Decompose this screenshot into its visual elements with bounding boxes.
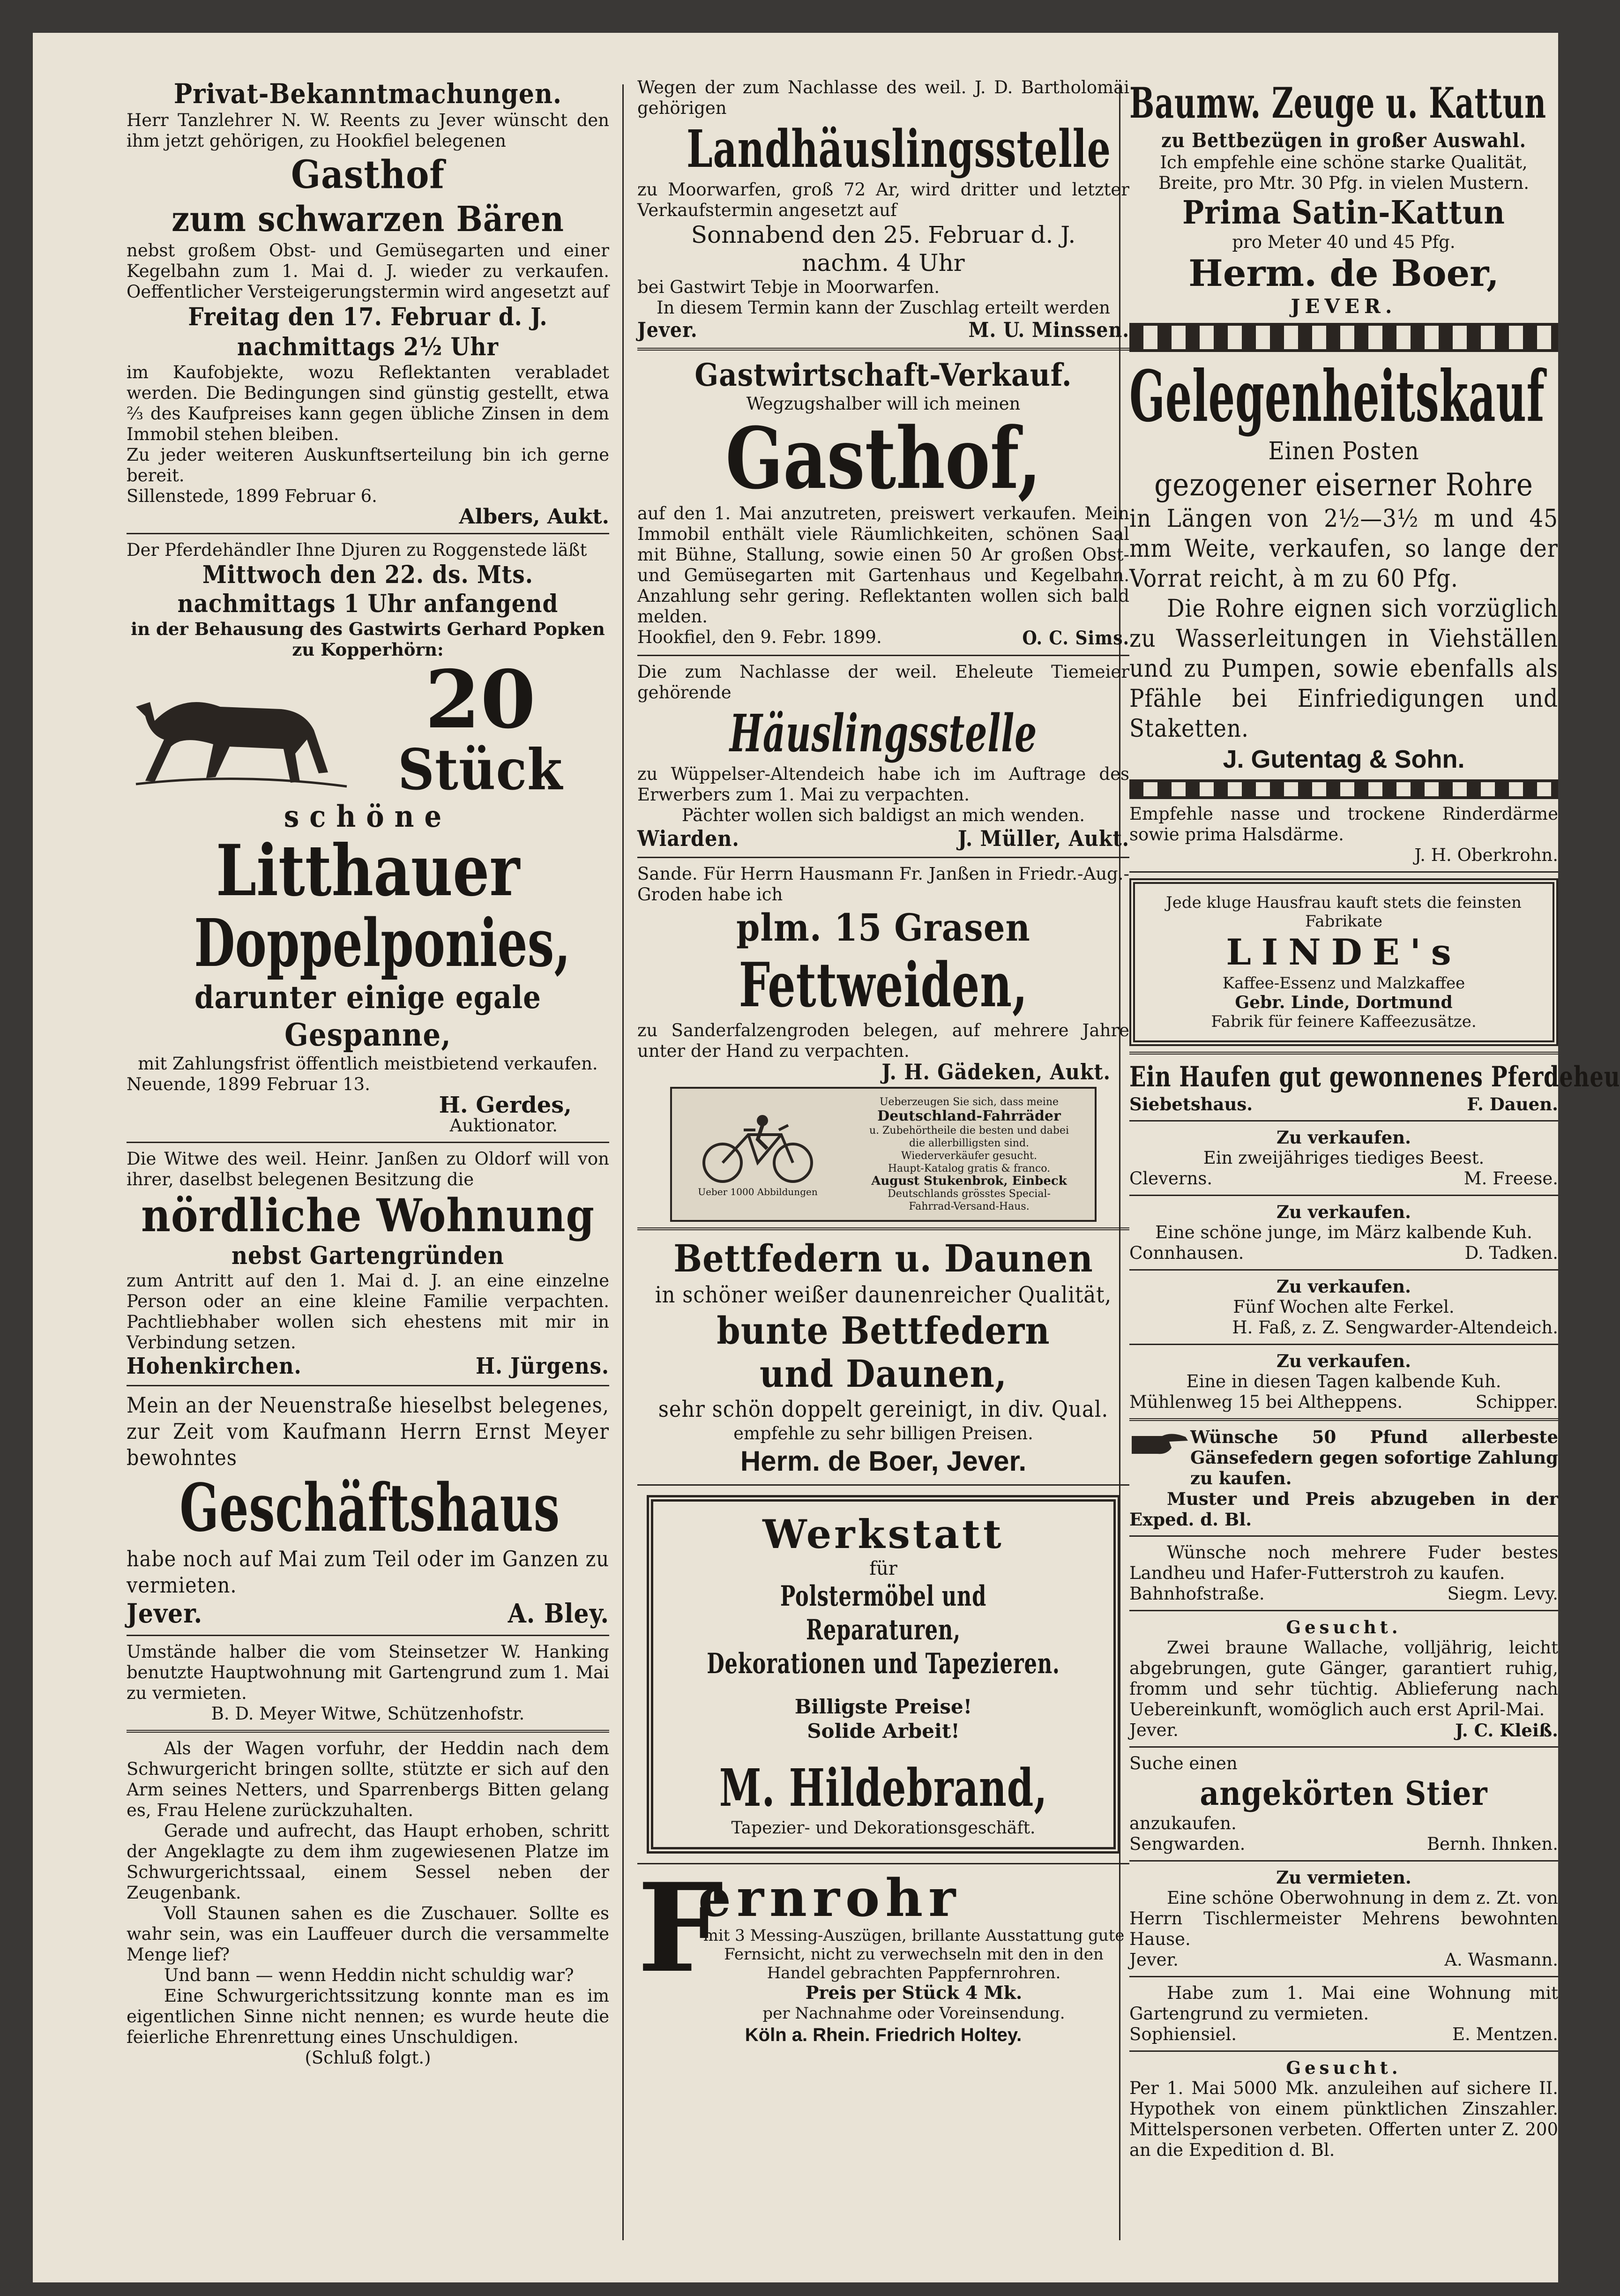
ad-gasthof-sign: Albers, Aukt. [459, 505, 609, 529]
ad-landheu-sign: Siegm. Levy. [1447, 1584, 1558, 1604]
ad-fernrohr-title: ernrohr [698, 1868, 962, 1928]
ad-ponies-intro: Der Pferdehändler Ihne Djuren zu Roggenstede läßt [127, 540, 587, 560]
ad-stier-title: angekörten Stier [1200, 1774, 1488, 1813]
divider [127, 1385, 609, 1386]
ad-gelegenheit-text: in Längen von 2½—3½ m und 45 mm Weite, verkaufen, so lange der Vorrat reicht, à m zu 60 Pfg. [1129, 505, 1558, 593]
ad-fernrohr-text: mit 3 Messing-Auszügen, brillante Ausstattung gute Fernsicht, nicht zu verwechseln mit den in den Handel gebrachten Pappfernrohren. [703, 1926, 1125, 1982]
ad-landhaus-footer [637, 318, 1129, 342]
ad-sophiensiel-footer [1129, 2024, 1558, 2045]
divider [127, 1142, 609, 1143]
ad-verkauf2-footer [1129, 1243, 1558, 1264]
ad-fahrrad-line: Ueberzeugen Sie sich, dass meine [879, 1096, 1059, 1108]
ad-daerme-sign: J. H. Oberkrohn. [1414, 845, 1558, 865]
ad-verkauf1-head: Zu verkaufen. [1276, 1127, 1411, 1148]
ad-haeusling-sign: J. Müller, Aukt. [957, 826, 1129, 851]
divider [127, 1730, 609, 1733]
story-paragraph: Als der Wagen vorfuhr, der Heddin nach dem Schwurgericht bringen sollte, stützte er sich auf den Arm seines Netters, und Sparrenbergs Bitten gelang es, Frau Helene zurückzuhalten. [127, 1738, 609, 1820]
ad-stier-sign: Bernh. Ihnken. [1426, 1834, 1558, 1854]
ad-verkauf2-sign: D. Tadken. [1464, 1243, 1558, 1263]
ad-fahrrad-left [697, 1111, 819, 1197]
ad-gaensefedern [1129, 1427, 1558, 1488]
ad-sophiensiel-place: Sophiensiel. [1129, 2024, 1237, 2044]
ad-landhaus-date: Sonnabend den 25. Februar d. J. [691, 221, 1076, 248]
ad-verkauf4-sign: Schipper. [1475, 1392, 1558, 1412]
ad-gasthof-text3: Zu jeder weiteren Auskunftserteilung bin ich gerne bereit. [127, 445, 609, 486]
ad-werkstatt-fuer: für [869, 1558, 897, 1579]
ad-ponies-stueck: Stück [398, 737, 563, 803]
ad-werkstatt-sign: M. Hildebrand, [719, 1758, 1048, 1818]
ad-fahrrad-line: August Stukenbrok, Einbeck [871, 1174, 1067, 1188]
divider [1129, 1976, 1558, 1977]
ad-ponies-date2: Neuende, 1899 Februar 13. [127, 1074, 370, 1094]
divider [1129, 1120, 1558, 1122]
ad-geschaeft-text2: habe noch auf Mai zum Teil oder im Ganzen zu vermieten. [127, 1546, 609, 1598]
ad-verkauf-heading: Gastwirtschaft-Verkauf. [694, 357, 1072, 393]
ad-kattun-text: Ich empfehle eine schöne starke Qualität, Breite, pro Mtr. 30 Pfg. in vielen Mustern. [1158, 152, 1529, 193]
ad-gaensefedern-text2: Muster und Preis abzugeben in der Exped. d. Bl. [1129, 1488, 1558, 1530]
ad-werkstatt-t4: Dekorationen und Tapezieren. [707, 1647, 1060, 1680]
ad-wallache-text: Zwei braune Wallache, volljährig, leicht abgebrungen, gute Gänger, garantiert ruhig, fromm und sehr tüchtig. Ablieferung nach Uebereinkunft, womöglich auch erst April-Mai. [1129, 1638, 1558, 1720]
newspaper-page [33, 33, 1620, 2282]
ad-bettfedern-sign: Herm. de Boer, Jever. [740, 1445, 1027, 1477]
ornament-border [1129, 779, 1558, 799]
ad-hauptwohnung-sign: B. D. Meyer Witwe, Schützenhofstr. [211, 1704, 525, 1724]
ad-landhaus-text3: In diesem Termin kann der Zuschlag erteilt werden [657, 298, 1110, 318]
ad-kattun-title: Baumw. Zeuge u. Kattun [1129, 78, 1546, 128]
ad-fernrohr-sign: Köln a. Rhein. Friedrich Holtey. [745, 2025, 1022, 2045]
ad-gasthof-subtitle: zum schwarzen Bären [172, 199, 564, 239]
ad-werkstatt-title: Werkstatt [762, 1511, 1004, 1557]
ad-fahrrad-line: Deutschlands grösstes Special-Fahrrad-Versand-Haus. [888, 1188, 1051, 1212]
ad-linde-t4: Gebr. Linde, Dortmund [1235, 993, 1453, 1012]
divider [637, 655, 1129, 656]
divider [1129, 1195, 1558, 1196]
ad-fettweiden-text: zu Sanderfalzengroden belegen, auf mehrere Jahre unter der Hand zu verpachten. [637, 1020, 1129, 1061]
ad-kattun-price: pro Meter 40 und 45 Pfg. [1232, 232, 1456, 252]
divider [637, 348, 1129, 351]
ad-verkauf2-place: Connhausen. [1129, 1243, 1244, 1263]
ad-wallache-sign: J. C. Kleiß. [1455, 1720, 1558, 1741]
ad-bettfedern-sub2: sehr schön doppelt gereinigt, in div. Qual. [658, 1396, 1109, 1422]
ad-geschaeft-footer [127, 1598, 609, 1629]
divider [1129, 1269, 1558, 1271]
ad-bettfedern-title: Bettfedern u. Daunen [673, 1236, 1093, 1280]
ad-ponies-date: Mittwoch den 22. ds. Mts. [202, 561, 534, 589]
horse-illustration [127, 665, 351, 796]
ad-geschaeft-place: Jever. [127, 1598, 203, 1629]
column-left [127, 77, 609, 2068]
ad-fettweiden-sign: J. H. Gädeken, Aukt. [881, 1059, 1111, 1084]
ad-ponies-title2: Doppelponies, [194, 905, 571, 982]
ad-heu-title: Ein Haufen gut gewonnenes Pferdeheu [1129, 1061, 1620, 1093]
ornament-border [1129, 323, 1558, 352]
section-heading: Privat-Bekanntmachungen. [173, 78, 562, 110]
ad-gasthof-intro: Herr Tanzlehrer N. W. Reents zu Jever wünscht den ihm jetzt gehörigen, zu Hookfiel belegenen [127, 110, 609, 151]
ad-ponies-schoene: schöne [284, 799, 452, 834]
story-paragraph: Eine Schwurgerichtssitzung konnte man es im eigentlichen Sinne nicht nennen; es wurde heute die feierliche Ehrenrettung eines Unschuldigen. [127, 1986, 609, 2047]
ad-linde [1129, 878, 1558, 1046]
ad-haeusling-title: Häuslingsstelle [729, 703, 1038, 763]
ad-verkauf-intro: Wegzugshalber will ich meinen [746, 394, 1021, 414]
ad-haeusling-text2: Pächter wollen sich baldigst an mich wenden. [681, 805, 1085, 825]
divider [1129, 2050, 1558, 2052]
ad-geschaeft-text: Mein an der Neuenstraße hieselbst belegenes, zur Zeit vom Kaufmann Herrn Ernst Meyer bewohntes [127, 1392, 609, 1470]
ad-sophiensiel-text: Habe zum 1. Mai eine Wohnung mit Gartengrund zu vermieten. [1129, 1983, 1558, 2024]
ad-verkauf1-place: Cleverns. [1129, 1168, 1213, 1189]
ad-fahrrad-line: Deutschland-Fahrräder [877, 1108, 1061, 1124]
ad-verkauf1-text: Ein zweijähriges tiediges Beest. [1203, 1148, 1485, 1168]
ad-verkauf1-sign: M. Freese. [1463, 1168, 1558, 1189]
divider [1129, 1860, 1558, 1862]
ad-verkauf4-head: Zu verkaufen. [1276, 1351, 1411, 1371]
ad-kattun-sign2: JEVER. [1291, 295, 1397, 318]
ad-hauptwohnung-text: Umstände halber die vom Steinsetzer W. Hanking benutzte Hauptwohnung mit Gartengrund zum 1. Mai zu vermieten. [127, 1642, 609, 1703]
divider [1129, 1610, 1558, 1611]
ad-vermieten-sign: A. Wasmann. [1444, 1950, 1558, 1970]
ad-fernrohr-body [698, 1870, 1129, 2024]
ad-verkauf1-footer [1129, 1168, 1558, 1189]
ad-verkauf3-head: Zu verkaufen. [1276, 1276, 1411, 1297]
ad-fahrrad-line: Haupt-Katalog gratis & franco. [888, 1163, 1051, 1174]
ad-hypothek-head: Gesucht. [1286, 2057, 1402, 2078]
ad-gasthof-date: Freitag den 17. Februar d. J. [188, 303, 548, 331]
ad-landhaus-title: Landhäuslingsstelle [687, 119, 1111, 179]
story-paragraph: Gerade und aufrecht, das Haupt erhoben, schritt der Angeklagte zu dem ihm zugewiesenen Platze im Schwurgerichtssaal, einem Sessel neben der Zeugenbank. [127, 1821, 609, 1903]
ad-verkauf3-sign: H. Faß, z. Z. Sengwarder-Altendeich. [1232, 1317, 1558, 1338]
ad-kattun-sign: Herm. de Boer, [1188, 252, 1499, 295]
ad-wohnung-footer [127, 1353, 609, 1379]
ad-bettfedern-sub: in schöner weißer daunenreicher Qualität, [655, 1282, 1112, 1308]
ad-werkstatt-t3: Polstermöbel und Reparaturen, [780, 1580, 987, 1646]
ad-gaensefedern-text: Wünsche 50 Pfund allerbeste Gänsefedern gegen sofortige Zahlung zu kaufen. [1190, 1427, 1558, 1488]
ad-verkauf-title: Gasthof, [725, 409, 1041, 508]
ad-fernrohr-initial: F [637, 1857, 724, 2000]
ad-vermieten-text: Eine schöne Oberwohnung in dem z. Zt. von Herrn Tischlermeister Mehrens bewohnten Hause. [1129, 1888, 1558, 1949]
ad-fernrohr-price: Preis per Stück 4 Mk. [805, 1982, 1023, 2003]
ad-landhaus-intro: Wegen der zum Nachlasse des weil. J. D. Bartholomäi gehörigen [637, 77, 1129, 118]
ad-linde-t5: Fabrik für feinere Kaffeezusätze. [1211, 1012, 1477, 1031]
ad-landheu-text: Wünsche noch mehrere Fuder bestes Landheu und Hafer-Futterstroh zu kaufen. [1129, 1542, 1558, 1583]
ad-stier-text: anzukaufen. [1129, 1813, 1237, 1833]
divider [1129, 1418, 1558, 1421]
ad-landheu-place: Bahnhofstraße. [1129, 1584, 1265, 1604]
ad-ponies-number: 20 [425, 653, 536, 747]
ad-ponies-header [127, 653, 609, 803]
ad-daerme-text: Empfehle nasse und trockene Rinderdärme sowie prima Halsdärme. [1129, 804, 1558, 845]
ad-wohnung-title: nördliche Wohnung [141, 1189, 595, 1242]
ad-verkauf4-text: Eine in diesen Tagen kalbende Kuh. [1186, 1371, 1501, 1391]
ad-landhaus-text: zu Moorwarfen, groß 72 Ar, wird dritter und letzter Verkaufstermin angesetzt auf [637, 179, 1129, 220]
ad-gelegenheit-sign: J. Gutentag & Sohn. [1223, 745, 1465, 773]
ad-heu-place: Siebetshaus. [1129, 1094, 1253, 1114]
ad-vermieten-head: Zu vermieten. [1276, 1867, 1411, 1888]
ad-gasthof-title: Gasthof [291, 152, 445, 197]
ad-gasthof-text2: im Kaufobjekte, wozu Reflektanten verabladet werden. Die Bedingungen sind günstig gestellt, etwa ⅔ des Kaufpreises kann gegen übliche Zinsen in dem Immobil stehen bleiben. [127, 362, 609, 444]
ad-gasthof-place: Sillenstede, 1899 Februar 6. [127, 486, 377, 506]
ad-werkstatt-t5: Billigste Preise! [794, 1695, 972, 1718]
ad-wohnung-sign: H. Jürgens. [476, 1353, 609, 1379]
divider [1129, 1052, 1558, 1055]
column-middle [637, 77, 1129, 2046]
ad-landhaus-place: Jever. [637, 318, 698, 342]
ad-fettweiden-intro: Sande. Für Herrn Hausmann Fr. Janßen in Friedr.-Aug.-Groden habe ich [637, 864, 1129, 905]
ad-haeusling-footer [637, 826, 1129, 851]
ad-wohnung-intro: Die Witwe des weil. Heinr. Janßen zu Oldorf will von ihrer, daselbst belegenen Besitzung die [127, 1149, 609, 1189]
ad-wohnung-subtitle: nebst Gartengründen [231, 1241, 504, 1270]
ad-fettweiden-title: plm. 15 Grasen [736, 905, 1030, 950]
ad-wallache-head: Gesucht. [1286, 1617, 1402, 1638]
ad-verkauf-footer [637, 627, 1129, 649]
ad-geschaeft-sign: A. Bley. [508, 1598, 609, 1629]
ad-verkauf4-footer [1129, 1392, 1558, 1413]
ad-ponies-text: mit Zahlungsfrist öffentlich meistbietend verkaufen. [138, 1054, 598, 1074]
divider [1129, 871, 1558, 873]
ad-fahrrad-text [868, 1096, 1070, 1213]
ad-bettfedern-title2: bunte Bettfedern [717, 1309, 1050, 1353]
ad-wallache-place: Jever. [1129, 1720, 1179, 1740]
divider [1129, 1344, 1558, 1345]
ad-werkstatt-t8: Tapezier- und Dekorationsgeschäft. [731, 1818, 1036, 1838]
ad-gelegenheit-sub2: gezogener eiserner Rohre [1154, 467, 1533, 503]
ad-verkauf-place: Hookfiel, den 9. Febr. 1899. [637, 627, 882, 647]
ad-heu-footer [1129, 1094, 1558, 1114]
ad-gelegenheit-title: Gelegenheitskauf [1129, 355, 1545, 438]
ad-ponies-subtitle: darunter einige egale Gespanne, [194, 979, 541, 1053]
divider [127, 1635, 609, 1636]
ad-gasthof-text: nebst großem Obst- und Gemüsegarten und einer Kegelbahn zum 1. Mai d. J. wieder zu verkaufen. Oeffentlicher Versteigerungstermin wird angesetzt auf [127, 240, 609, 302]
column-right [1129, 77, 1620, 2161]
ad-landhaus-sign: M. U. Minssen. [968, 318, 1129, 342]
ad-linde-t3: Kaffee-Essenz und Malzkaffee [1222, 974, 1465, 993]
ad-vermieten-place: Jever. [1129, 1950, 1179, 1970]
pointing-hand-icon [1129, 1427, 1190, 1459]
ad-wohnung-text: zum Antritt auf den 1. Mai d. J. an eine einzelne Person oder an eine kleine Familie verpachten. Pachtliebhaber wollen sich ehestens mit mir in Verbindung setzen. [127, 1271, 609, 1353]
divider [637, 857, 1129, 858]
story-paragraph: Voll Staunen sahen es die Zuschauer. Sollte es wahr sein, was ein Lauffeuer durch die versammelte Menge lief? [127, 1903, 609, 1965]
ad-verkauf2-head: Zu verkaufen. [1276, 1202, 1411, 1222]
ad-fahrrad-side: Ueber 1000 Abbildungen [698, 1186, 818, 1197]
ad-ponies-sign: H. Gerdes, [439, 1092, 572, 1118]
ad-landhaus-time: nachm. 4 Uhr [802, 249, 965, 277]
ad-fahrrad-line: u. Zubehörtheile die besten und dabei die allerbilligsten sind. [869, 1125, 1069, 1149]
ad-verkauf-sign: O. C. Sims. [1022, 627, 1129, 649]
ad-gelegenheit-text2: Die Rohre eignen sich vorzüglich zu Wasserleitungen in Viehställen und zu Pumpen, sowie ebenfalls als Pfähle bei Einfriedigungen und Staketten. [1129, 595, 1558, 743]
ad-werkstatt [647, 1495, 1120, 1854]
ad-haeusling-intro: Die zum Nachlasse der weil. Eheleute Tiemeier gehörende [637, 662, 1129, 703]
ad-fernrohr [637, 1857, 1129, 2024]
ad-linde-title: LINDE's [1226, 931, 1462, 973]
column-rule [622, 84, 624, 2240]
ad-ponies-title: Litthauer [216, 830, 520, 912]
divider [637, 1484, 1129, 1486]
ad-werkstatt-t6: Solide Arbeit! [807, 1720, 960, 1743]
ad-stier-place: Sengwarden. [1129, 1834, 1246, 1854]
ad-vermieten-footer [1129, 1950, 1558, 1970]
ad-kattun-sub: zu Bettbezügen in großer Auswahl. [1161, 129, 1526, 152]
ad-landhaus-text2: bei Gastwirt Tebje in Moorwarfen. [637, 277, 940, 297]
ad-fernrohr-text2: per Nachnahme oder Voreinsendung. [762, 2004, 1065, 2023]
ad-haeusling-place: Wiarden. [637, 826, 739, 851]
ad-heu-sign: F. Dauen. [1467, 1094, 1558, 1114]
divider [637, 1227, 1129, 1230]
ad-ponies-time: nachmittags 1 Uhr anfangend [177, 590, 559, 618]
ad-verkauf-text: auf den 1. Mai anzutreten, preiswert verkaufen. Mein Immobil enthält viele Räumlichkeiten, schönen Saal mit Bühne, Stallung, sowie einen 50 Ar großen Obst- und Gemüsegarten mit Gartenhaus und Kegelbahn. Anzahlung sehr gering. Reflektanten wollen sich bald melden. [637, 503, 1129, 627]
divider [1129, 1746, 1558, 1748]
ad-ponies-count-box [351, 653, 609, 803]
ad-wohnung-place: Hohenkirchen. [127, 1353, 302, 1379]
ad-geschaeft-title: Geschäftshaus [179, 1470, 560, 1547]
ad-landheu-footer [1129, 1584, 1558, 1604]
ad-verkauf3-text: Fünf Wochen alte Ferkel. [1233, 1297, 1455, 1317]
story-continuation: (Schluß folgt.) [305, 2048, 431, 2068]
ad-stier-footer [1129, 1834, 1558, 1855]
ad-kattun-title2: Prima Satin-Kattun [1182, 194, 1505, 232]
ad-fettweiden-title2: Fettweiden, [739, 949, 1028, 1021]
ad-linde-t1: Jede kluge Hausfrau kauft stets die feinsten Fabrikate [1166, 893, 1522, 931]
ad-ponies-place: in der Behausung des Gastwirts Gerhard Popken zu Kopperhörn: [131, 619, 605, 660]
ad-fahrrad-line: Wiederverkäufer gesucht. [901, 1150, 1038, 1162]
ad-stier-intro: Suche einen [1129, 1753, 1238, 1773]
divider [1129, 1535, 1558, 1537]
ad-hypothek-text: Per 1. Mai 5000 Mk. anzuleihen auf sichere II. Hypothek von einem pünktlichen Zinszahler. Mittelspersonen verbeten. Offerten unter Z. 200 an die Expedition d. Bl. [1129, 2078, 1558, 2160]
ad-ponies-sign2: Auktionator. [449, 1115, 558, 1136]
ad-verkauf2-text: Eine schöne junge, im März kalbende Kuh. [1155, 1222, 1532, 1242]
ad-bettfedern-text: empfehle zu sehr billigen Preisen. [733, 1423, 1033, 1443]
ad-gelegenheit-sub: Einen Posten [1268, 437, 1419, 465]
story-paragraph: Und bann — wenn Heddin nicht schuldig war? [164, 1965, 574, 1985]
ad-sophiensiel-sign: E. Mentzen. [1452, 2024, 1558, 2044]
ad-verkauf4-place: Mühlenweg 15 bei Altheppens. [1129, 1392, 1403, 1412]
ad-haeusling-text: zu Wüppelser-Altendeich habe ich im Auftrage des Erwerbers zum 1. Mai zu verpachten. [637, 764, 1129, 805]
ad-wallache-footer [1129, 1720, 1558, 1741]
ad-fahrrad [670, 1087, 1097, 1222]
divider [127, 533, 609, 534]
ad-gasthof-time: nachmittags 2½ Uhr [237, 333, 499, 361]
ad-bettfedern-title3: und Daunen, [760, 1352, 1007, 1396]
bicycle-illustration [697, 1111, 819, 1186]
